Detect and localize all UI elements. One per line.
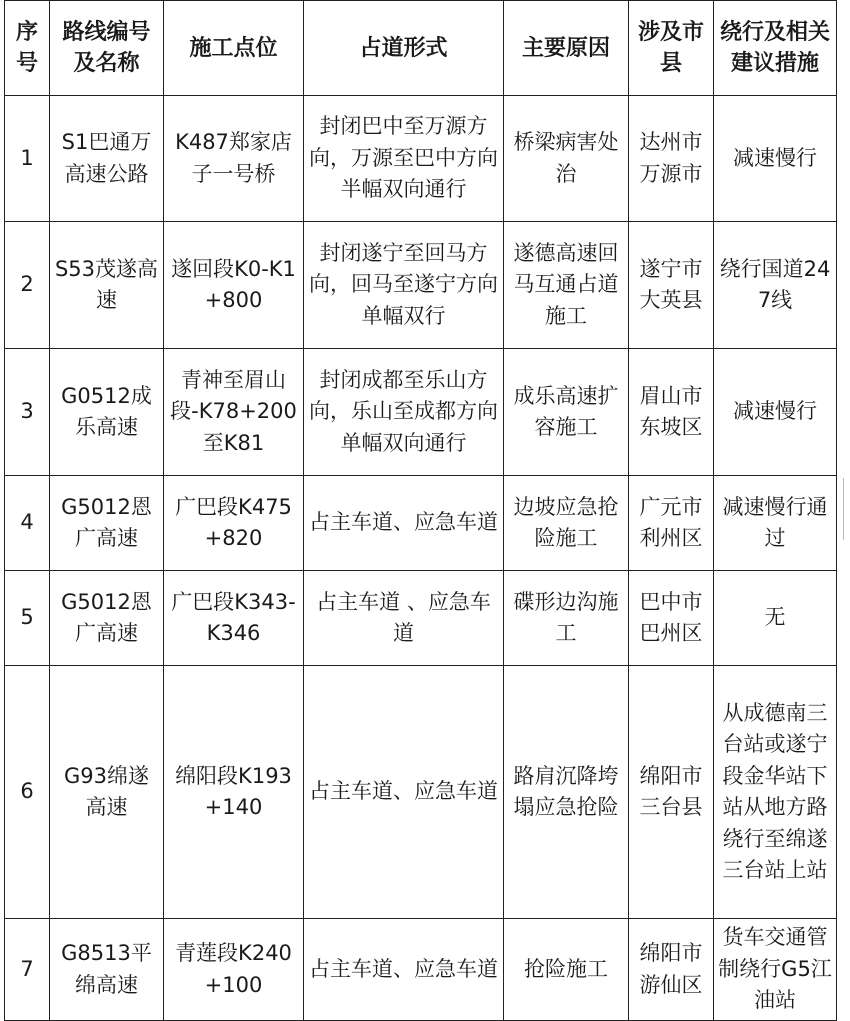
cell-location: 青莲段K240+100	[164, 919, 304, 1021]
cell-reason: 碟形边沟施工	[504, 571, 629, 666]
cell-occupation: 封闭成都至乐山方向，乐山至成都方向单幅双向通行	[304, 349, 504, 476]
cell-reason: 抢险施工	[504, 919, 629, 1021]
cell-advice: 绕行国道247线	[714, 222, 837, 349]
cell-no: 4	[5, 476, 50, 571]
header-advice: 绕行及相关建议措施	[714, 1, 837, 96]
cell-occupation: 封闭遂宁至回马方向，回马至遂宁方向单幅双行	[304, 222, 504, 349]
header-city: 涉及市县	[629, 1, 714, 96]
table-header-row	[5, 1, 837, 96]
cell-route: G8513平绵高速	[50, 919, 164, 1021]
cell-reason: 边坡应急抢险施工	[504, 476, 629, 571]
road-construction-table	[4, 0, 837, 1021]
cell-reason: 路肩沉降垮塌应急抢险	[504, 666, 629, 919]
cell-no: 3	[5, 349, 50, 476]
cell-city: 广元市利州区	[629, 476, 714, 571]
table-row	[5, 919, 837, 1021]
header-occupation: 占道形式	[304, 1, 504, 96]
cell-city: 达州市万源市	[629, 96, 714, 222]
cell-route: G5012恩广高速	[50, 571, 164, 666]
cell-occupation: 占主车道、应急车道	[304, 666, 504, 919]
cell-city: 眉山市东坡区	[629, 349, 714, 476]
cell-route: S53茂遂高速	[50, 222, 164, 349]
cell-location: 青神至眉山段-K78+200至K81	[164, 349, 304, 476]
cell-route: G0512成乐高速	[50, 349, 164, 476]
cell-advice: 从成德南三台站或遂宁段金华站下站从地方路绕行至绵遂三台站上站	[714, 666, 837, 919]
cell-advice: 无	[714, 571, 837, 666]
table-row	[5, 666, 837, 919]
cell-no: 2	[5, 222, 50, 349]
cell-reason: 成乐高速扩容施工	[504, 349, 629, 476]
cell-advice: 减速慢行通过	[714, 476, 837, 571]
cell-reason: 桥梁病害处治	[504, 96, 629, 222]
cell-occupation: 占主车道 、应急车道	[304, 571, 504, 666]
cell-city: 巴中市巴州区	[629, 571, 714, 666]
header-location: 施工点位	[164, 1, 304, 96]
cell-city: 绵阳市三台县	[629, 666, 714, 919]
table-row	[5, 96, 837, 222]
cell-route: S1巴通万高速公路	[50, 96, 164, 222]
header-no: 序号	[5, 1, 50, 96]
page-edge-mark	[843, 478, 850, 540]
table-row	[5, 222, 837, 349]
cell-occupation: 占主车道、应急车道	[304, 476, 504, 571]
cell-occupation: 占主车道、应急车道	[304, 919, 504, 1021]
cell-location: 广巴段K475+820	[164, 476, 304, 571]
table-row	[5, 476, 837, 571]
cell-no: 7	[5, 919, 50, 1021]
header-reason: 主要原因	[504, 1, 629, 96]
cell-advice: 减速慢行	[714, 96, 837, 222]
cell-city: 遂宁市大英县	[629, 222, 714, 349]
cell-no: 5	[5, 571, 50, 666]
cell-location: 绵阳段K193+140	[164, 666, 304, 919]
table-row	[5, 571, 837, 666]
cell-route: G93绵遂高速	[50, 666, 164, 919]
header-route: 路线编号及名称	[50, 1, 164, 96]
cell-reason: 遂德高速回马互通占道施工	[504, 222, 629, 349]
cell-location: 遂回段K0-K1+800	[164, 222, 304, 349]
cell-no: 1	[5, 96, 50, 222]
cell-advice: 货车交通管制绕行G5江油站	[714, 919, 837, 1021]
cell-location: 广巴段K343-K346	[164, 571, 304, 666]
cell-occupation: 封闭巴中至万源方向，万源至巴中方向半幅双向通行	[304, 96, 504, 222]
cell-route: G5012恩广高速	[50, 476, 164, 571]
cell-advice: 减速慢行	[714, 349, 837, 476]
cell-city: 绵阳市游仙区	[629, 919, 714, 1021]
cell-location: K487郑家店子一号桥	[164, 96, 304, 222]
table-row	[5, 349, 837, 476]
cell-no: 6	[5, 666, 50, 919]
